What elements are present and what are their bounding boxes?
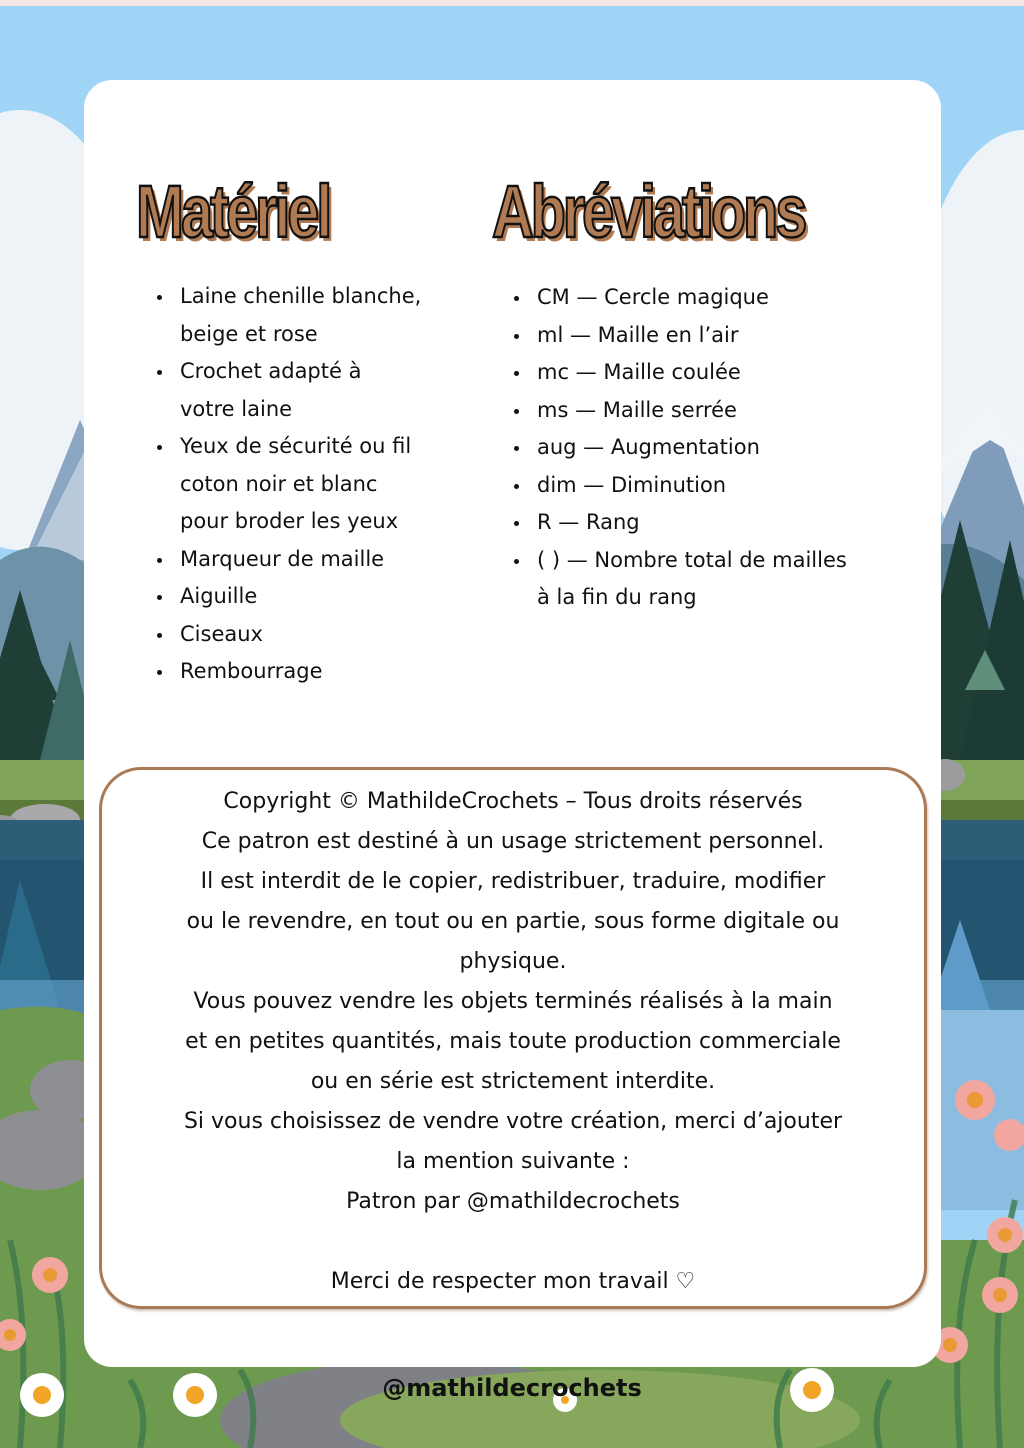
content-card — [84, 80, 941, 1367]
legal-line: physique. — [459, 949, 567, 974]
legal-line: Vous pouvez vendre les objets terminés réalisés à la main — [193, 989, 833, 1014]
materiel-item: Ciseaux — [157, 616, 477, 654]
copyright-notice-box — [99, 767, 927, 1309]
legal-line: et en petites quantités, mais toute production commerciale — [185, 1029, 841, 1054]
footer-social-handle: @mathildecrochets — [382, 1374, 642, 1402]
materiel-item: Aiguille — [157, 578, 477, 616]
legal-line: ou le revendre, en tout ou en partie, sous forme digitale ou — [186, 909, 840, 934]
materiel-item: Rembourrage — [157, 653, 477, 691]
abreviation-item: R — Rang — [514, 504, 924, 542]
thanks-line: Merci de respecter mon travail ♡ — [330, 1269, 696, 1294]
abreviations-heading: Abréviations — [492, 170, 805, 253]
abreviation-item: ms — Maille serrée — [514, 392, 924, 430]
materiel-item: Marqueur de maille — [157, 541, 477, 579]
abreviation-item: aug — Augmentation — [514, 429, 924, 467]
copyright-line: Copyright © MathildeCrochets – Tous droits réservés — [223, 789, 803, 814]
legal-line: Si vous choisissez de vendre votre création, merci d’ajouter — [183, 1109, 843, 1134]
spacer — [102, 1222, 924, 1262]
abreviation-item: mc — Maille coulée — [514, 354, 924, 392]
materiel-item: Crochet adapté à votre laine — [157, 353, 477, 428]
abreviation-item: ( ) — Nombre total de mailles à la fin du rang — [514, 542, 924, 617]
legal-line: Il est interdit de le copier, redistribuer, traduire, modifier — [200, 869, 826, 894]
abreviation-item: ml — Maille en l’air — [514, 317, 924, 355]
materiel-heading: Matériel — [136, 170, 330, 253]
materiel-item: Laine chenille blanche, beige et rose — [157, 278, 477, 353]
materiel-item: Yeux de sécurité ou fil coton noir et blanc pour broder les yeux — [157, 428, 477, 541]
abreviations-list — [514, 279, 924, 617]
legal-line: la mention suivante : — [396, 1149, 630, 1174]
attribution-line: Patron par @mathildecrochets — [346, 1189, 680, 1214]
materiel-list — [157, 278, 477, 691]
legal-line: ou en série est strictement interdite. — [310, 1069, 716, 1094]
abreviation-item: CM — Cercle magique — [514, 279, 924, 317]
legal-line: Ce patron est destiné à un usage strictement personnel. — [201, 829, 825, 854]
abreviation-item: dim — Diminution — [514, 467, 924, 505]
